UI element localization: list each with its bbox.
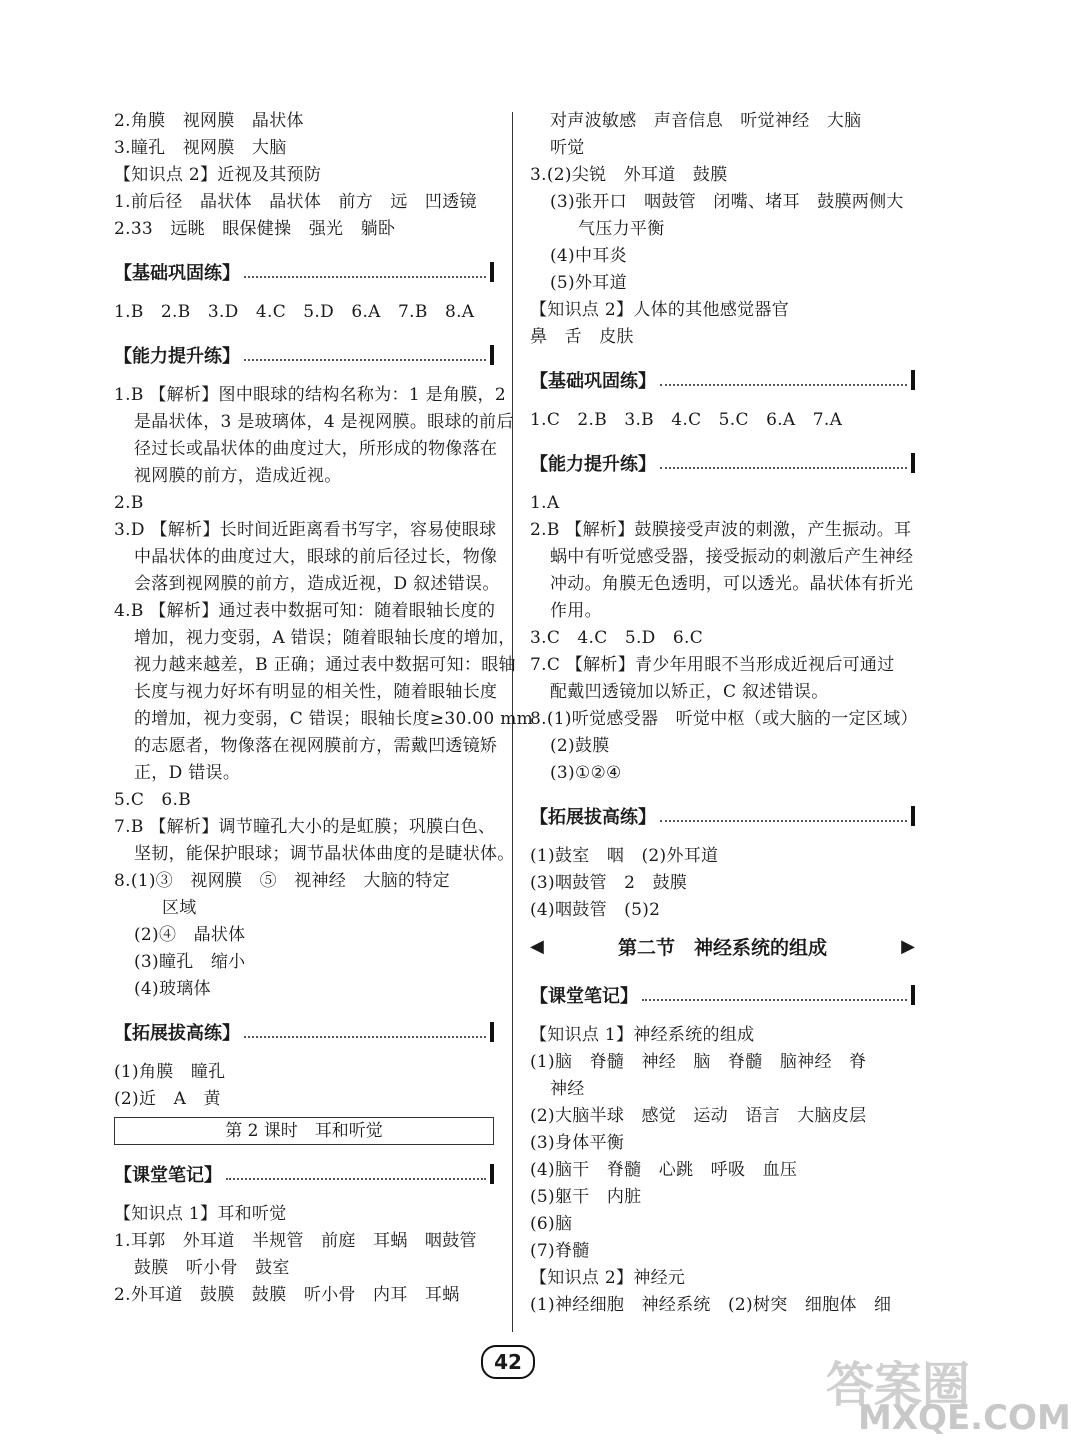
header-bar-icon [911,453,915,473]
header-bar-icon [490,345,494,365]
section-title: 第二节 神经系统的组成 [617,936,827,959]
answer-line: 2.33 远眺 眼保健操 强光 躺卧 [114,219,396,239]
knowledge-point-heading: 【知识点 2】近视及其预防 [114,165,322,185]
answer-line: 的增加，视力变弱，C 错误；眼轴长度≥30.00 mm [134,709,534,729]
answer-line: 1.A [530,493,560,513]
answer-line: (2)近 A 黄 [114,1089,221,1109]
knowledge-point-heading: 【知识点 1】耳和听觉 [114,1204,287,1224]
answer-line: (4)脑干 脊髓 心跳 呼吸 血压 [530,1160,798,1180]
answer-line: (3)①②④ [550,763,622,783]
answer-line: 神经 [550,1079,585,1099]
answer-line: (7)脊髓 [530,1241,590,1261]
answer-line: (1)角膜 瞳孔 [114,1062,226,1082]
answer-line: (6)脑 [530,1214,573,1234]
answer-line: 坚韧，能保护眼球；调节晶状体曲度的是睫状体。 [134,844,515,864]
answer-line: 1.B 2.B 3.D 4.C 5.D 6.A 7.B 8.A [114,302,475,322]
answer-line: (4)咽鼓管 (5)2 [530,900,661,920]
answer-line: 增加，视力变弱，A 错误；随着眼轴长度的增加， [134,628,516,648]
section-header-notes: 【课堂笔记】 [114,1151,494,1197]
section-header-ability: 【能力提升练】 [530,440,915,486]
answer-line: 8.(1)③ 视网膜 ⑤ 视神经 大脑的特定 [114,871,450,891]
answer-line: 3.(2)尖锐 外耳道 鼓膜 [530,165,728,185]
answer-line: (3)身体平衡 [530,1133,625,1153]
header-bar-icon [911,370,915,390]
header-bar-icon [490,1164,494,1184]
section-title-banner [530,926,915,966]
answer-line: 3.瞳孔 视网膜 大脑 [114,138,287,158]
answer-line: 1.C 2.B 3.B 4.C 5.C 6.A 7.A [530,410,843,430]
section-header-ability: 【能力提升练】 [114,332,494,378]
answer-line: (1)神经细胞 神经系统 (2)树突 细胞体 细 [530,1295,892,1315]
answer-line: (3)张开口 咽鼓管 闭嘴、堵耳 鼓膜两侧大 [550,192,904,212]
answer-line: 2.外耳道 鼓膜 鼓膜 听小骨 内耳 耳蜗 [114,1285,460,1305]
answer-line: 3.C 4.C 5.D 6.C [530,628,704,648]
section-header-extension: 【拓展拔高练】 [530,793,915,839]
answer-line: (1)脑 脊髓 神经 脑 脊髓 脑神经 脊 [530,1052,867,1072]
answer-line: 中晶状体的曲度过大，眼球的前后径过长，物像 [134,547,498,567]
section-header-extension: 【拓展拔高练】 [114,1009,494,1055]
answer-line: 正，D 错误。 [134,763,241,783]
answer-line: 4.B 【解析】通过表中数据可知：随着眼轴长度的 [114,601,496,621]
answer-line: 2.B 【解析】鼓膜接受声波的刺激，产生振动。耳 [530,520,912,540]
answer-line: 对声波敏感 声音信息 听觉神经 大脑 [550,111,862,131]
answer-line: (5)躯干 内脏 [530,1187,642,1207]
answer-line: (3)咽鼓管 2 鼓膜 [530,873,688,893]
answer-line: 1.前后径 晶状体 晶状体 前方 远 凹透镜 [114,192,477,212]
answer-line: 的志愿者，物像落在视网膜前方，需戴凹透镜矫 [134,736,498,756]
knowledge-point-heading: 【知识点 2】神经元 [530,1268,686,1288]
answer-line: 3.D 【解析】长时间近距离看书写字，容易使眼球 [114,520,497,540]
watermark-logo-icon: 答案圈 [826,1357,971,1413]
answer-line: (5)外耳道 [550,273,627,293]
answer-line: 1.耳郭 外耳道 半规管 前庭 耳蜗 咽鼓管 [114,1231,477,1251]
answer-line: 5.C 6.B [114,790,192,810]
answer-line: 气压力平衡 [578,219,665,239]
answer-line: 视力越来越差，B 正确；通过表中数据可知：眼轴 [134,655,516,675]
header-bar-icon [490,262,494,282]
answer-line: (1)鼓室 咽 (2)外耳道 [530,846,719,866]
section-header-notes: 【课堂笔记】 [530,972,915,1018]
answer-line: 视网膜的前方，造成近视。 [134,466,342,486]
answer-line: 冲动。角膜无色透明，可以透光。晶状体有折光 [550,574,914,594]
answer-line: 长度与视力好坏有明显的相关性，随着眼轴长度 [134,682,498,702]
lesson-title-box: 第 2 课时 耳和听觉 [114,1117,494,1145]
knowledge-point-heading: 【知识点 2】人体的其他感觉器官 [530,300,790,320]
section-header-basic: 【基础巩固练】 [114,249,494,295]
answer-line: 作用。 [550,601,602,621]
answer-line: 配戴凹透镜加以矫正，C 叙述错误。 [550,682,829,702]
answer-line: 蜗中有听觉感受器，接受振动的刺激后产生神经 [550,547,914,567]
answer-line: 会落到视网膜的前方，造成近视，D 叙述错误。 [134,574,500,594]
header-bar-icon [911,806,915,826]
answer-line: 2.B [114,493,144,513]
answer-line: (2)大脑半球 感觉 运动 语言 大脑皮层 [530,1106,867,1126]
answer-line: 径过长或晶状体的曲度过大，所形成的物像落在 [134,439,498,459]
answer-line: 鼓膜 听小骨 鼓室 [134,1258,290,1278]
answer-line: 8.(1)听觉感受器 听觉中枢（或大脑的一定区域） [530,709,918,729]
left-column [114,108,534,1309]
answer-line: 听觉 [550,138,585,158]
right-column [530,108,918,1319]
answer-line: 2.角膜 视网膜 晶状体 [114,111,304,131]
header-bar-icon [911,985,915,1005]
page-number: 42 [481,1345,535,1379]
section-header-basic: 【基础巩固练】 [530,357,915,403]
answer-line: (4)中耳炎 [550,246,627,266]
right-triangle-icon: ▶ [901,935,915,957]
answer-line: 区域 [162,898,197,918]
watermark-text: MXQE.COM [858,1398,1071,1438]
answer-line: 鼻 舌 皮肤 [530,327,634,347]
answer-line: (2)④ 晶状体 [134,925,246,945]
left-triangle-icon: ◀ [530,935,544,957]
answer-line: (2)鼓膜 [550,736,610,756]
answer-line: 7.B 【解析】调节瞳孔大小的是虹膜；巩膜白色、 [114,817,496,837]
header-bar-icon [490,1022,494,1042]
answer-line: 1.B 【解析】图中眼球的结构名称为：1 是角膜，2 [114,385,506,405]
answer-line: (4)玻璃体 [134,979,211,999]
answer-line: (3)瞳孔 缩小 [134,952,246,972]
answer-line: 7.C 【解析】青少年用眼不当形成近视后可通过 [530,655,895,675]
knowledge-point-heading: 【知识点 1】神经系统的组成 [530,1025,755,1045]
answer-line: 是晶状体，3 是玻璃体，4 是视网膜。眼球的前后 [134,412,514,432]
